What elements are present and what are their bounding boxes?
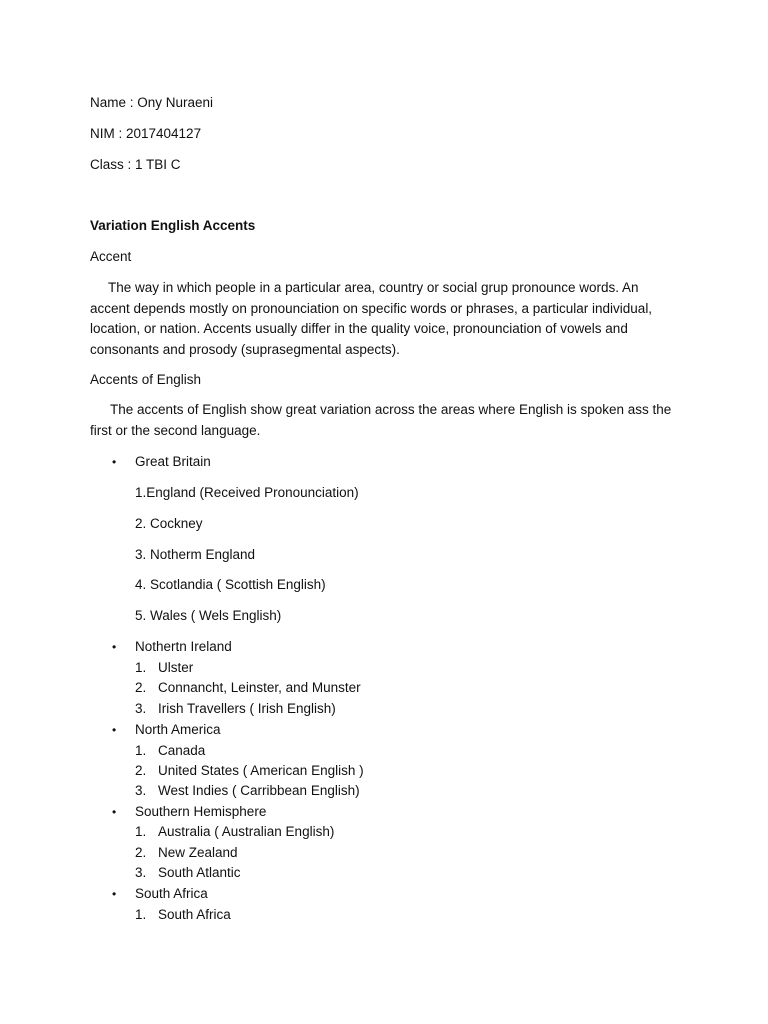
list-number: 1. <box>135 907 147 922</box>
list-heading-southern-hemisphere: Southern Hemisphere <box>135 804 267 819</box>
student-name: Name : Ony Nuraeni <box>90 95 214 110</box>
list-item: New Zealand <box>158 845 238 860</box>
list-number: 1. <box>135 824 147 839</box>
bullet-icon: • <box>112 723 117 737</box>
list-item: West Indies ( Carribbean English) <box>158 783 360 798</box>
bullet-icon: • <box>112 455 117 469</box>
list-item: South Africa <box>158 907 231 922</box>
list-item: South Atlantic <box>158 865 241 880</box>
list-item: 3. Notherm England <box>135 547 256 562</box>
list-item: 2. Cockney <box>135 516 203 531</box>
list-item: 5. Wales ( Wels English) <box>135 608 282 623</box>
list-number: 3. <box>135 865 147 880</box>
list-item: Connancht, Leinster, and Munster <box>158 680 361 695</box>
list-number: 1. <box>135 743 147 758</box>
list-item: Irish Travellers ( Irish English) <box>158 701 336 716</box>
list-number: 2. <box>135 845 147 860</box>
list-number: 1. <box>135 660 147 675</box>
accent-heading: Accent <box>90 249 132 264</box>
list-item: 1.England (Received Pronounciation) <box>135 485 359 500</box>
list-heading-south-africa: South Africa <box>135 886 208 901</box>
document-title: Variation English Accents <box>90 218 256 233</box>
list-item: 4. Scotlandia ( Scottish English) <box>135 577 326 592</box>
list-heading-north-america: North America <box>135 722 221 737</box>
list-heading-northern-ireland: Nothertn Ireland <box>135 639 232 654</box>
list-item: Canada <box>158 743 206 758</box>
list-number: 2. <box>135 763 147 778</box>
student-nim: NIM : 2017404127 <box>90 126 202 141</box>
list-item: Ulster <box>158 660 194 675</box>
list-heading-great-britain: Great Britain <box>135 454 211 469</box>
list-number: 3. <box>135 701 147 716</box>
bullet-icon: • <box>112 640 117 654</box>
accent-paragraph: The way in which people in a particular area, country or social grup pronounce words. An accent depends mostly on pronounciation on specific words or phrases, a particular individual, location, or nation. Accents usually differ in the quality voice, pronounciation of vowels and consonants and prosody (suprasegmental aspects). <box>90 280 653 357</box>
accents-of-english-heading: Accents of English <box>90 372 202 387</box>
student-class: Class : 1 TBI C <box>90 157 181 172</box>
list-item: Australia ( Australian English) <box>158 824 335 839</box>
bullet-icon: • <box>112 805 117 819</box>
list-number: 3. <box>135 783 147 798</box>
bullet-icon: • <box>112 887 117 901</box>
list-item: United States ( American English ) <box>158 763 364 778</box>
accents-of-english-paragraph: The accents of English show great variation across the areas where English is spoken ass the first or the second language. <box>90 402 672 438</box>
list-number: 2. <box>135 680 147 695</box>
